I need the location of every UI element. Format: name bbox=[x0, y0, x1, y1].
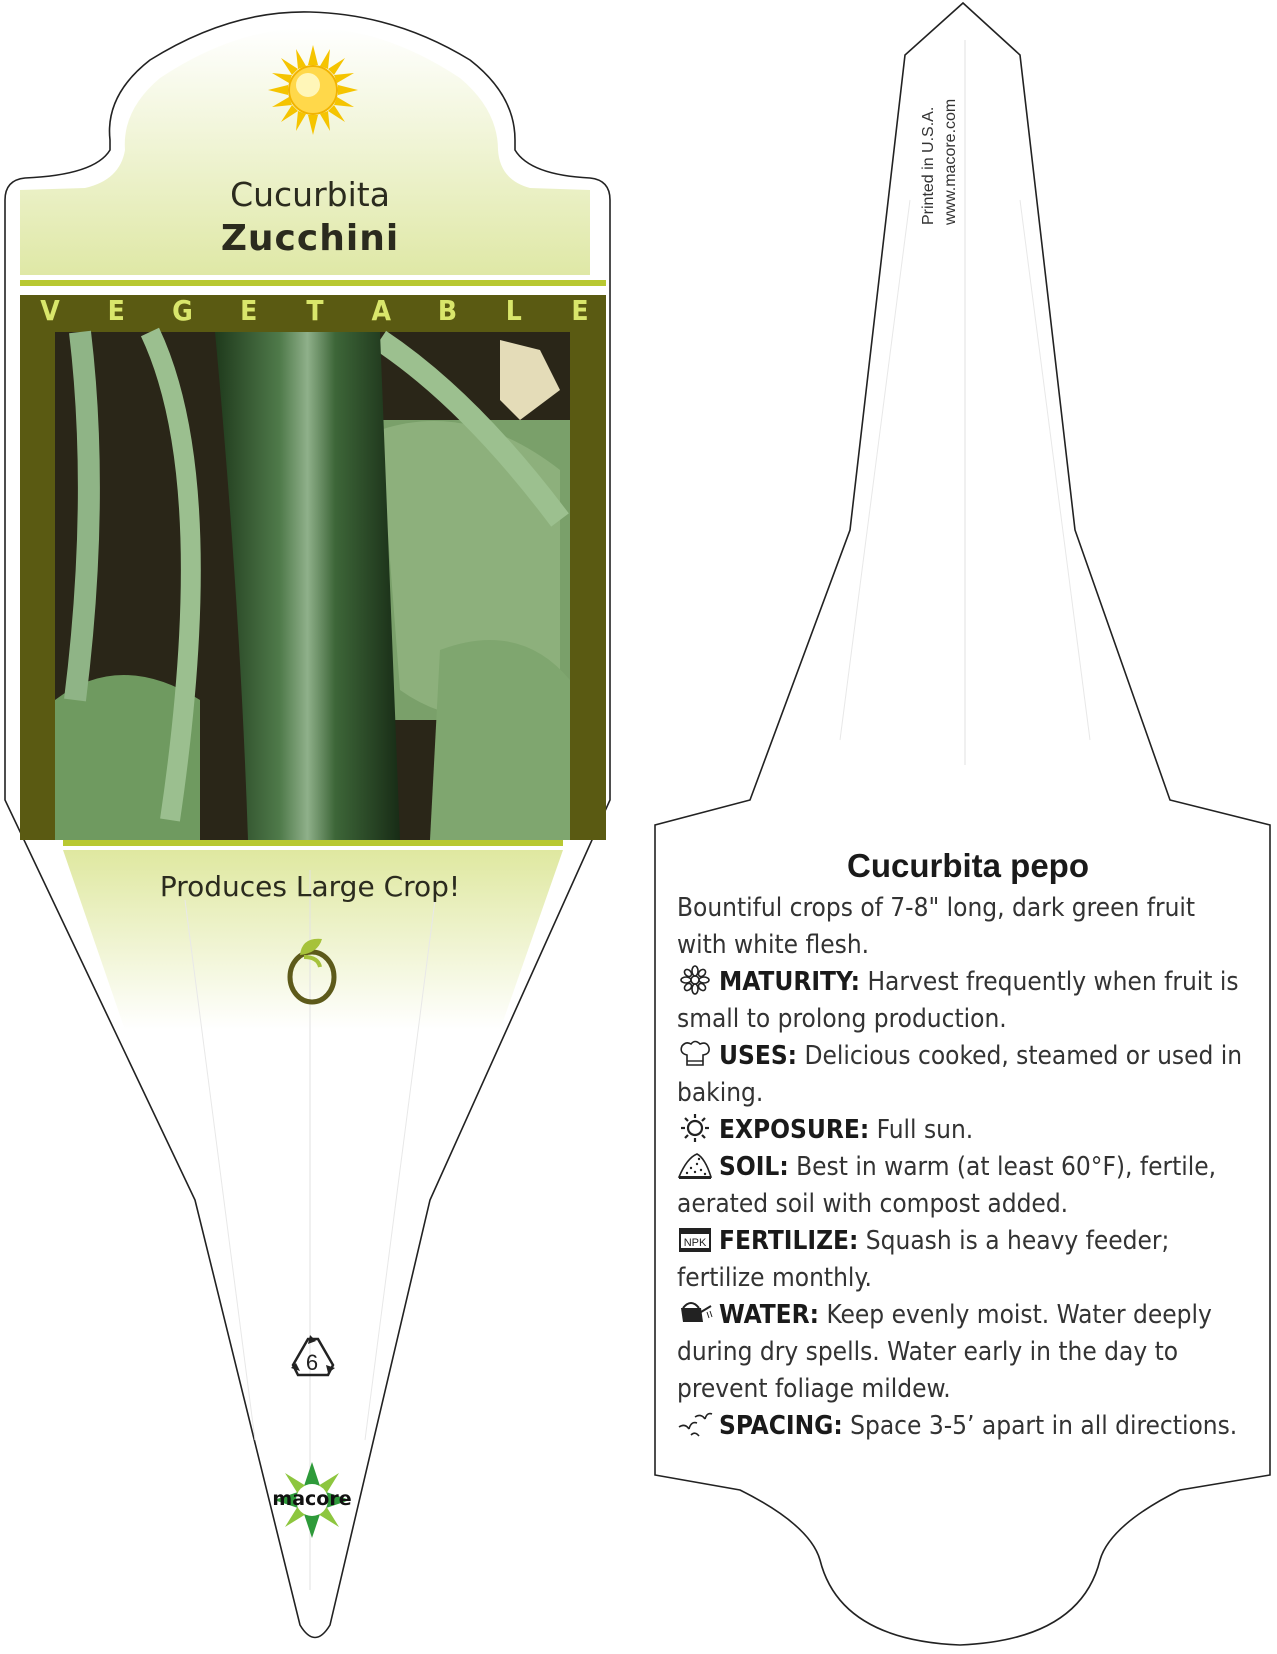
section-text: Squash is a heavy feeder; fertilize monthly. bbox=[677, 1226, 1170, 1293]
spacing-icon bbox=[677, 1409, 713, 1439]
watering-can-icon bbox=[677, 1298, 713, 1328]
sun-outline-icon bbox=[677, 1113, 713, 1143]
npk-label: NPK bbox=[683, 1237, 707, 1249]
printed-line: Printed in U.S.A. bbox=[920, 106, 937, 225]
section-text: Delicious cooked, steamed or used in baking. bbox=[677, 1041, 1243, 1108]
description: Bountiful crops of 7-8" long, dark green fruit with white flesh. bbox=[677, 893, 1196, 960]
flower-icon bbox=[677, 965, 713, 995]
fertilize-section bbox=[677, 1223, 1247, 1297]
section-text: Full sun. bbox=[869, 1115, 974, 1145]
species-name: Cucurbita pepo bbox=[846, 847, 1089, 884]
category-letter: A bbox=[371, 294, 391, 327]
spacing-section bbox=[677, 1408, 1247, 1445]
sun-icon bbox=[268, 45, 358, 135]
maturity-section bbox=[677, 964, 1247, 1038]
brand-name: macore bbox=[272, 1488, 352, 1510]
npk-icon bbox=[677, 1224, 713, 1254]
category-letter: V bbox=[40, 294, 60, 327]
section-label: SOIL: bbox=[719, 1152, 789, 1182]
seedling-icon bbox=[282, 935, 342, 1005]
exposure-section bbox=[677, 1112, 1247, 1149]
uses-section bbox=[677, 1038, 1247, 1112]
category-letter: E bbox=[240, 294, 258, 327]
section-label: MATURITY: bbox=[719, 967, 861, 997]
section-label: EXPOSURE: bbox=[719, 1115, 870, 1145]
water-section bbox=[677, 1297, 1247, 1408]
category-letter: T bbox=[306, 294, 324, 327]
genus-name: Cucurbita bbox=[230, 175, 390, 214]
soil-section bbox=[677, 1149, 1247, 1223]
recycle-code: 6 bbox=[305, 1350, 319, 1375]
section-text: Space 3-5’ apart in all directions. bbox=[842, 1411, 1238, 1441]
category-letter: E bbox=[571, 294, 589, 327]
category-letter: L bbox=[505, 294, 522, 327]
variety-name: Zucchini bbox=[220, 218, 400, 259]
care-instructions bbox=[677, 890, 1247, 1445]
section-text: Best in warm (at least 60°F), fertile, aerated soil with compost added. bbox=[677, 1152, 1217, 1219]
category-letter: E bbox=[107, 294, 125, 327]
section-label: FERTILIZE: bbox=[719, 1226, 859, 1256]
category-letter: G bbox=[172, 294, 193, 327]
zucchini-photo bbox=[55, 332, 570, 840]
tagline: Produces Large Crop! bbox=[159, 870, 461, 903]
section-label: SPACING: bbox=[719, 1411, 843, 1441]
website-line: www.macore.com bbox=[942, 98, 959, 225]
category-letter: B bbox=[437, 294, 458, 327]
printed-info bbox=[918, 55, 962, 225]
chef-hat-icon bbox=[677, 1039, 713, 1069]
section-label: WATER: bbox=[719, 1300, 820, 1330]
soil-icon bbox=[677, 1150, 713, 1180]
section-text: Harvest frequently when fruit is small to prolong production. bbox=[677, 967, 1239, 1034]
category-band bbox=[35, 296, 595, 326]
section-label: USES: bbox=[719, 1041, 798, 1071]
section-text: Keep evenly moist. Water deeply during dry spells. Water early in the day to prevent foliage mildew. bbox=[677, 1300, 1212, 1404]
